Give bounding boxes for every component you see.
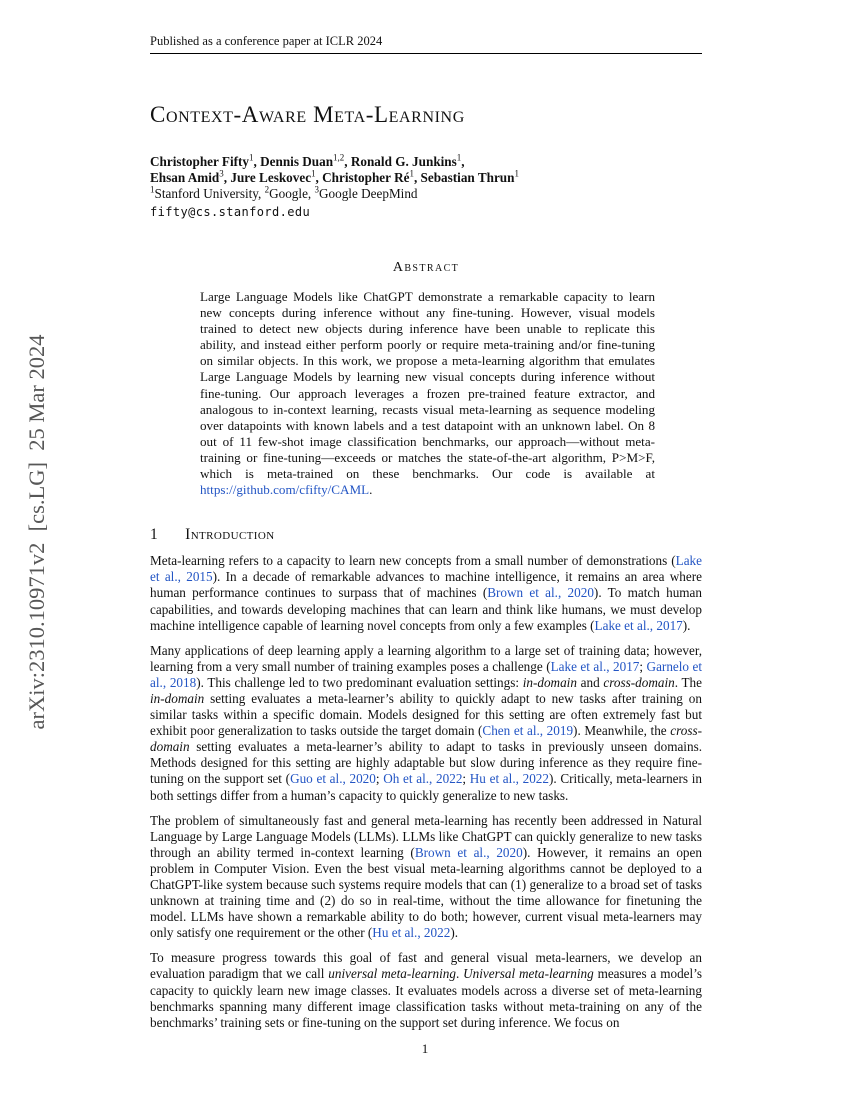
text-segment: Many applications of deep learning apply a learning algorithm to a large set of training data; however, learning from a very small number of training examples poses a challenge ( xyxy=(150,642,702,674)
text-segment: ; xyxy=(462,771,470,787)
text-segment: . xyxy=(369,482,373,498)
text-segment: Christopher Fifty xyxy=(150,154,250,169)
text-segment: setting evaluates a meta-learner’s ability to quickly adapt to new tasks after training on similar tasks within a specific domain. Models designed for this setting are often extremely fast but exhibit poor generalization to tasks outside the target domain ( xyxy=(150,690,702,739)
text-segment: Google DeepMind xyxy=(319,186,418,201)
paper-title: Context-Aware Meta-Learning xyxy=(150,102,465,127)
section-number: 1 xyxy=(150,526,159,544)
citation-link[interactable]: Guo et al., 2020 xyxy=(290,771,376,787)
text-segment: 1 xyxy=(409,168,414,179)
abstract-text xyxy=(200,289,655,498)
abstract-heading: Abstract xyxy=(392,260,460,275)
text-segment: ). Critically, meta-learners in both settings differ from a human’s capacity to quickly generalize to new tasks. xyxy=(150,771,703,803)
citation-link[interactable]: Garnelo et al., 2018 xyxy=(150,658,703,690)
contact-email: fifty@cs.stanford.edu xyxy=(150,205,311,219)
citation-link[interactable]: Brown et al., 2020 xyxy=(487,585,594,601)
text-segment: , Dennis Duan xyxy=(253,154,334,169)
text-segment: 1 xyxy=(456,152,462,163)
text-segment: 1 xyxy=(514,168,519,179)
text-segment: in-domain xyxy=(150,690,205,706)
affiliations-line xyxy=(150,186,702,202)
text-segment: ). xyxy=(682,617,691,633)
text-segment: ). xyxy=(450,925,459,941)
arxiv-watermark: arXiv:2310.10971v2 [cs.LG] 25 Mar 2024 xyxy=(24,334,49,730)
text-segment: Meta-learning refers to a capacity to learn new concepts from a small number of demonstrations ( xyxy=(150,553,676,569)
text-segment: . xyxy=(455,966,464,982)
intro-paragraph-1 xyxy=(150,553,702,633)
text-segment: Google, xyxy=(269,186,315,201)
code-repository-link[interactable]: https://github.com/cfifty/CAML xyxy=(200,482,370,498)
text-segment: To measure progress towards this goal of fast and general visual meta-learners, we develop an evaluation paradigm that we call xyxy=(150,950,702,982)
text-segment: ). In a decade of remarkable advances to machine intelligence, it remains an area where human performance continues to surpass that of machines ( xyxy=(150,569,702,601)
text-segment: ). To match human capabilities, and towards developing machines that can learn and think like humans, we must develop machine intelligence capable of learning novel concepts from only a few examples ( xyxy=(150,585,703,633)
page-number: 1 xyxy=(421,1041,429,1056)
intro-paragraph-2 xyxy=(150,643,702,804)
citation-link[interactable]: Lake et al., 2017 xyxy=(550,658,640,674)
text-segment: 1 xyxy=(150,184,155,195)
text-segment: ; xyxy=(375,771,384,787)
paper-content xyxy=(150,34,702,1031)
intro-paragraph-4 xyxy=(150,950,702,1030)
text-segment: 1,2 xyxy=(333,152,345,163)
text-segment: , xyxy=(461,154,465,169)
text-segment: Universal meta-learning xyxy=(463,966,594,982)
citation-link[interactable]: Lake et al., 2017 xyxy=(594,617,683,633)
text-segment: Ehsan Amid xyxy=(150,170,220,185)
text-segment: . The xyxy=(674,674,702,690)
citation-link[interactable]: Hu et al., 2022 xyxy=(372,925,451,941)
text-segment: in-domain xyxy=(522,674,577,690)
text-segment: and xyxy=(576,674,604,690)
citation-link[interactable]: Lake et al., 2015 xyxy=(150,553,702,585)
text-segment: The problem of simultaneously fast and general meta-learning has recently been addressed in Natural Language by Large Language Models (LLMs). LLMs like ChatGPT can quickly generalize to new tasks through an ability termed in-context learning ( xyxy=(150,812,702,860)
author-block xyxy=(150,154,702,220)
text-segment: 3 xyxy=(314,184,319,195)
text-segment: , Ronald G. Junkins xyxy=(344,154,457,169)
text-segment: universal meta-learning xyxy=(328,966,456,982)
text-segment: ). Meanwhile, the xyxy=(573,723,671,739)
text-segment: Large Language Models like ChatGPT demonstrate a remarkable capacity to learn new concepts during inference without any fine-tuning. However, visual models trained to detect new objects during inference have been unable to replicate this ability, and instead either perform poorly or require meta-training and/or fine-tuning on similar objects. In this work, we propose a meta-learning algorithm that emulates Large Language Models by learning new visual concepts during inference without fine-tuning. Our approach leverages a frozen pre-trained feature extractor, and analogous to in-context learning, recasts visual meta-learning as sequence modeling over datapoints with known labels and a test datapoint with an unknown label. On 8 out of 11 few-shot image classification benchmarks, our approach—without meta-training or fine-tuning—exceeds or matches the state-of-the-art algorithm, P>M>F, which is meta-trained on these benchmarks. Our code is available at xyxy=(200,289,655,482)
text-segment: ). This challenge led to two predominant evaluation settings: xyxy=(196,674,523,690)
author-line-2 xyxy=(150,170,702,186)
text-segment: , Sebastian Thrun xyxy=(413,170,515,185)
citation-link[interactable]: Chen et al., 2019 xyxy=(482,723,574,739)
author-line-1 xyxy=(150,154,702,170)
text-segment: , Jure Leskovec xyxy=(223,170,312,185)
text-segment: cross-domain xyxy=(603,674,675,690)
section-1-heading xyxy=(150,526,702,544)
text-segment: Stanford University, xyxy=(154,186,265,201)
text-segment: measures a model’s capacity to quickly learn new image classes. It evaluates models across a diverse set of meta-learning benchmarks spanning many different image classification tasks without meta-training on any of the benchmarks’ training sets or fine-tuning on the support set during inference. We focus on xyxy=(150,966,702,1030)
text-segment: 1 xyxy=(311,168,316,179)
text-segment: cross-domain xyxy=(150,723,703,755)
text-segment: , Christopher Ré xyxy=(315,170,410,185)
citation-link[interactable]: Hu et al., 2022 xyxy=(469,771,549,787)
text-segment: setting evaluates a meta-learner’s ability to adapt to tasks in previously unseen domains. Methods designed for this setting are highly adaptable but slow during inference as they require fine-tuning on the support set ( xyxy=(150,739,702,787)
text-segment: 2 xyxy=(264,184,270,195)
header-rule xyxy=(150,53,702,54)
citation-link[interactable]: Brown et al., 2020 xyxy=(414,844,523,860)
text-segment: 3 xyxy=(219,168,224,179)
text-segment: ). However, it remains an open problem in Computer Vision. Even the best visual meta-learning algorithms cannot be deployed to a ChatGPT-like system because such systems require models that can (1) generalize to a broad set of tasks unknown at training time and (2) do so in real-time, without the time allowance for finetuning the model. LLMs have shown a remarkable ability to do both; however, current visual meta-learners may only satisfy one requirement or the other ( xyxy=(150,844,702,941)
citation-link[interactable]: Oh et al., 2022 xyxy=(383,771,463,787)
text-segment: 1 xyxy=(249,152,254,163)
text-segment: ; xyxy=(639,658,647,674)
section-title: Introduction xyxy=(185,526,275,544)
conference-header: Published as a conference paper at ICLR 2024 xyxy=(150,34,383,48)
intro-paragraph-3 xyxy=(150,813,702,942)
